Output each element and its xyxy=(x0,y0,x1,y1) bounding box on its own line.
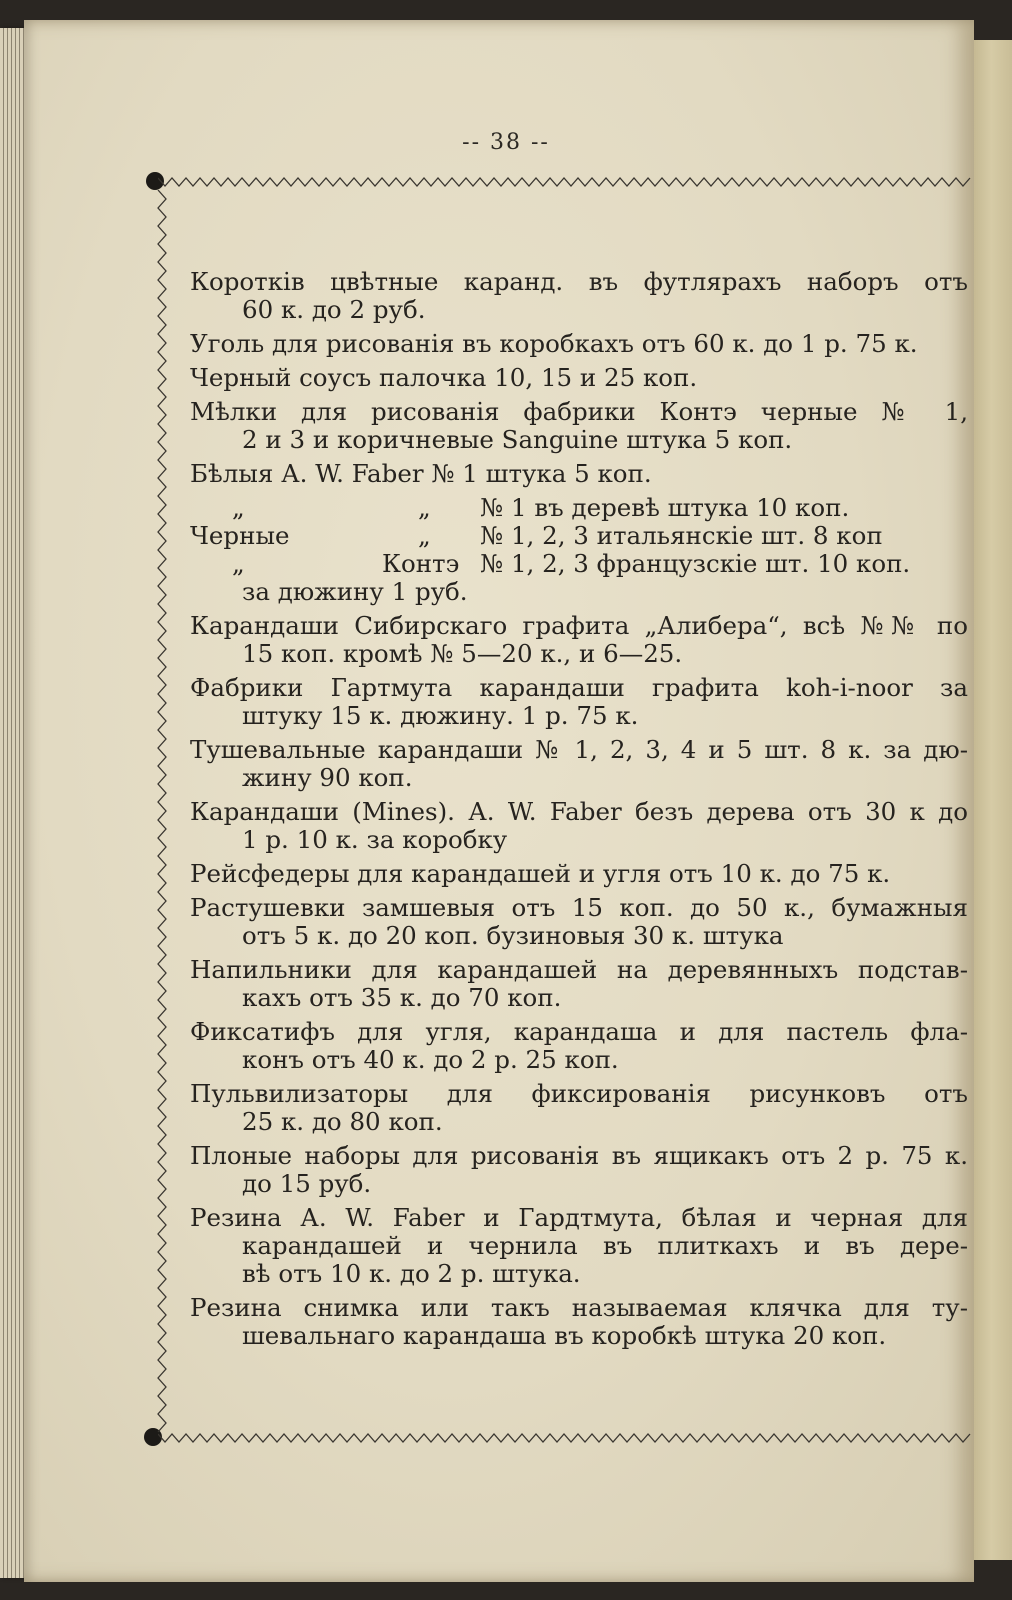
price-entry xyxy=(190,1142,968,1198)
table-row xyxy=(190,578,968,606)
price-entry xyxy=(190,398,968,454)
table-cell-c: № 1, 2, 3 итальянскіе шт. 8 коп xyxy=(480,521,883,550)
entry-line: Мѣлки для рисованія фабрики Контэ черные № 1, xyxy=(190,397,968,426)
table-cell-b: Контэ xyxy=(382,549,460,578)
price-entry xyxy=(190,268,968,324)
entry-line: отъ 5 к. до 20 коп. бузиновыя 30 к. штука xyxy=(242,921,784,950)
table-cell-a: „ xyxy=(232,549,245,578)
entry-line: Карандаши (Mines). А. W. Faber безъ дерева отъ 30 к до xyxy=(190,797,968,826)
entry-line: кахъ отъ 35 к. до 70 коп. xyxy=(242,983,562,1012)
entry-line: 60 к. до 2 руб. xyxy=(242,295,426,324)
entry-line: Фабрики Гартмута карандаши графита koh-i-noor за xyxy=(190,673,968,702)
entry-line: Фиксатифъ для угля, карандаша и для пастель фла- xyxy=(190,1017,968,1046)
pencil-table xyxy=(190,494,968,606)
entry-line: Коротків цвѣтные каранд. въ футлярахъ наборъ отъ xyxy=(190,267,968,296)
entry-line: штуку 15 к. дюжину. 1 р. 75 к. xyxy=(242,701,639,730)
table-cell-b: „ xyxy=(418,521,431,550)
price-entry xyxy=(190,956,968,1012)
price-entry xyxy=(190,330,968,358)
entry-line: Резина А. W. Faber и Гардтмута, бѣлая и черная для xyxy=(190,1203,968,1232)
price-entry xyxy=(190,894,968,950)
price-entry xyxy=(190,1080,968,1136)
table-cell-c: № 1 въ деревѣ штука 10 коп. xyxy=(480,493,850,522)
table-cell-b: „ xyxy=(418,493,431,522)
entry-line: Бѣлыя А. W. Faber № 1 штука 5 коп. xyxy=(190,459,652,488)
price-entry xyxy=(190,798,968,854)
entry-line: Рейсфедеры для карандашей и угля отъ 10 к. до 75 к. xyxy=(190,859,891,888)
entry-line: Уголь для рисованія въ коробкахъ отъ 60 к. до 1 р. 75 к. xyxy=(190,329,918,358)
price-entries-top xyxy=(190,268,968,488)
entry-line: вѣ отъ 10 к. до 2 р. штука. xyxy=(242,1259,581,1288)
decorative-border-top xyxy=(158,176,976,188)
price-entry xyxy=(190,1294,968,1350)
entry-line: 2 и 3 и коричневые Sanguine штука 5 коп. xyxy=(242,425,793,454)
entry-line: 25 к. до 80 коп. xyxy=(242,1107,443,1136)
entry-line: Черный соусъ палочка 10, 15 и 25 коп. xyxy=(190,363,698,392)
entry-line: 1 р. 10 к. за коробку xyxy=(242,825,508,854)
entry-line: Растушевки замшевыя отъ 15 коп. до 50 к., бумажныя xyxy=(190,893,968,922)
decorative-border-bottom xyxy=(158,1432,976,1444)
price-entries-bottom xyxy=(190,612,968,1350)
entry-line: конъ отъ 40 к. до 2 р. 25 коп. xyxy=(242,1045,619,1074)
entry-line: жину 90 коп. xyxy=(242,763,413,792)
entry-line: Карандаши Сибирскаго графита „Алибера“, всѣ №№ по xyxy=(190,611,968,640)
price-entry xyxy=(190,736,968,792)
entry-line: 15 коп. кромѣ № 5—20 к., и 6—25. xyxy=(242,639,683,668)
price-entry xyxy=(190,460,968,488)
entry-line: Пульвилизаторы для фиксированія рисунковъ отъ xyxy=(190,1079,968,1108)
price-entry xyxy=(190,1018,968,1074)
table-cell-note: за дюжину 1 руб. xyxy=(242,577,468,606)
decorative-border-left xyxy=(156,190,168,1434)
entry-line: Плоные наборы для рисованія въ ящикакъ отъ 2 р. 75 к. xyxy=(190,1141,968,1170)
price-list xyxy=(190,268,968,1356)
table-cell-c: № 1, 2, 3 французскіе шт. 10 коп. xyxy=(480,549,911,578)
table-cell-a: Черные xyxy=(190,521,290,550)
price-entry xyxy=(190,364,968,392)
entry-line: Напильники для карандашей на деревянныхъ подстав- xyxy=(190,955,968,984)
table-row xyxy=(190,550,968,578)
entry-line: Резина снимка или такъ называемая клячка для ту- xyxy=(190,1293,968,1322)
price-entry xyxy=(190,1204,968,1288)
price-entry xyxy=(190,674,968,730)
table-row xyxy=(190,494,968,522)
entry-line: до 15 руб. xyxy=(242,1169,372,1198)
price-entry xyxy=(190,612,968,668)
table-cell-a: „ xyxy=(232,493,245,522)
entry-line: шевальнаго карандаша въ коробкѣ штука 20 коп. xyxy=(242,1321,887,1350)
page-number: -- 38 -- xyxy=(462,130,550,155)
table-row xyxy=(190,522,968,550)
price-entry xyxy=(190,860,968,888)
entry-line: Тушевальные карандаши № 1, 2, 3, 4 и 5 шт. 8 к. за дю- xyxy=(190,735,968,764)
entry-line: карандашей и чернила въ плиткахъ и въ дере- xyxy=(242,1231,968,1260)
